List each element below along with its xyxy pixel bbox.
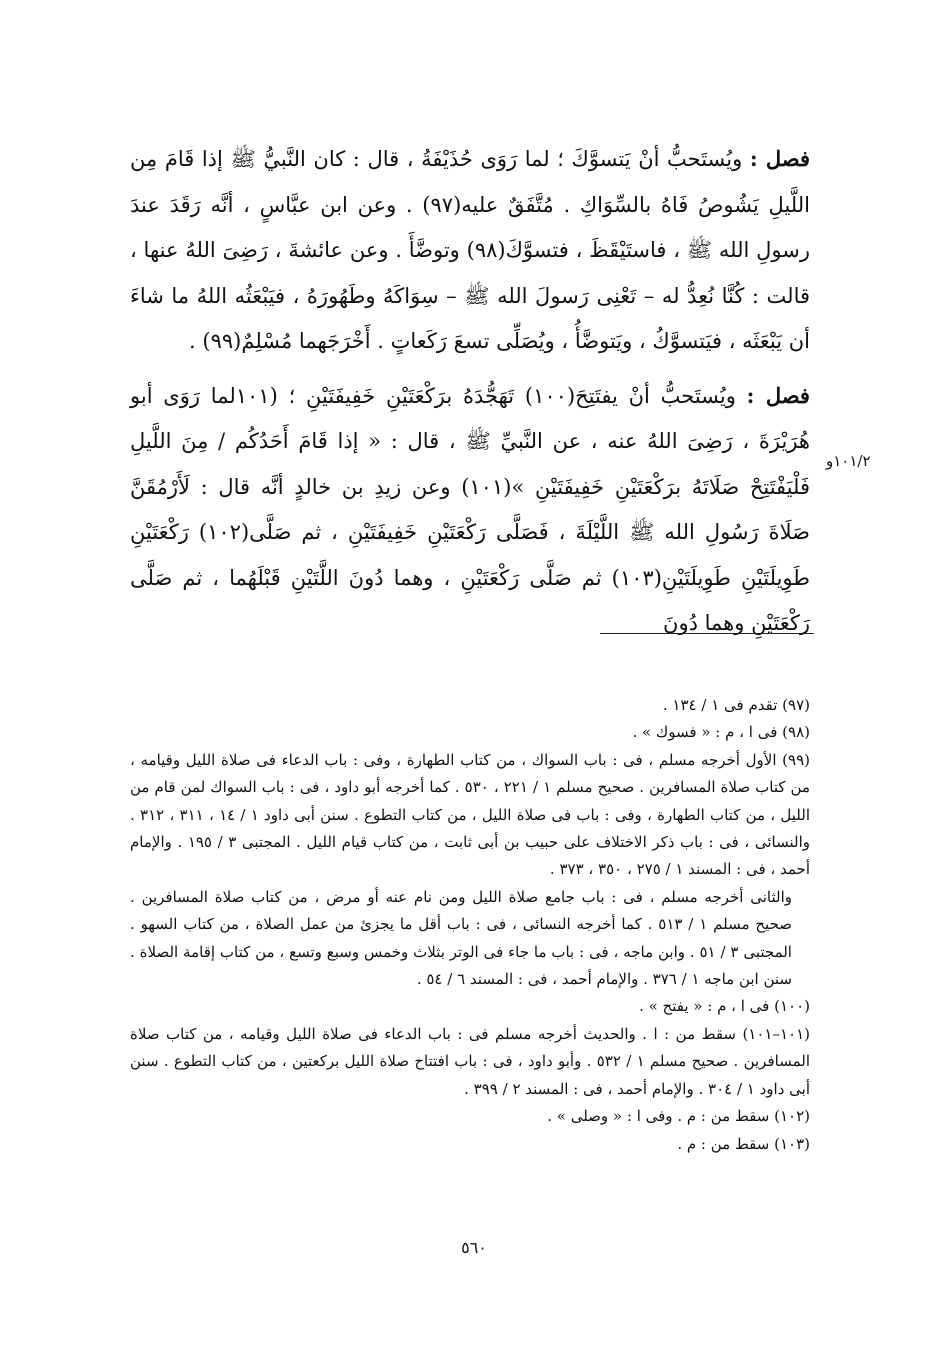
footnote-separator bbox=[600, 633, 814, 634]
footnote: (١٠٣) سقط من : م . bbox=[677, 1134, 810, 1153]
footnotes bbox=[130, 692, 810, 1158]
footnote: (١٠٠) فى ا ، م : « يفتح » . bbox=[639, 997, 810, 1016]
footnote: (١٠٢) سقط من : م . وفى ا : « وصلى » . bbox=[547, 1107, 810, 1126]
page-number: ٥٦٠ bbox=[461, 1238, 487, 1257]
footnote-continuation: والثانى أخرجه مسلم ، فى : باب جامع صلاة الليل ومن نام عنه أو مرض ، من كتاب صلاة المسافرين . صحيح مسلم ١ / ٥١٣ . كما أخرجه النسائى ، فى : باب أقل ما يجزئ من عمل الصلاة ، من كتاب السهو . المجتبى ٣ / ٥١ . وابن ماجه ، فى : باب ما جاء فى الوتر بثلاث وخمس وسبع وتسع ، من كتاب إقامة الصلاة . سنن ابن ماجه ١ / ٣٧٦ . والإمام أحمد ، فى : المسند ٦ / ٥٤ . bbox=[130, 887, 792, 989]
section-heading: فصل : bbox=[749, 146, 811, 171]
footnote: (٩٨) فى ا ، م : « فسوك » . bbox=[632, 723, 810, 742]
paragraph-text: ويُستَحبُّ أنْ يَتسوَّكَ ؛ لما رَوَى حُذَيْفَةُ ، قال : كان النَّبيُّ ﷺ إذا قَامَ مِن اللَّيلِ يَشُوصُ فَاهُ بالسِّوَاكِ . مُتَّفَقٌ عليه(٩٧) . وعن ابن عبَّاسٍ ، أنَّه رَقَدَ عندَ رسولِ الله ﷺ ، فاستَيْقَظَ ، فتسوَّكَ(٩٨) وتوضَّأَ . وعن عائشةَ ، رَضِىَ اللهُ عنها ، قالت : كُنَّا نُعِدُّ له – تَعْنِى رَسولَ الله ﷺ – سِوَاكَهُ وطَهُورَهُ ، فيَبْعَثُه اللهُ ما شاءَ أن يَبْعَثَه ، فيَتسوَّكُ ، ويَتوضَّأُ ، ويُصَلِّى تسعَ رَكَعاتٍ . أَخْرَجَهما مُسْلِمٌ(٩٩) . bbox=[130, 147, 810, 353]
paragraph-text: ويُستَحبُّ أنْ يفتَتِحَ(١٠٠) تَهَجُّدَهُ برَكْعَتَيْنِ خَفِيفَتَيْنِ ؛ (١٠١لما رَوَى أبو هُرَيْرَةَ ، رَضِىَ اللهُ عنه ، عن النَّبيِّ ﷺ ، قال : « إذا قَامَ أَحَدُكُم / مِنَ اللَّيلِ فَلْيَفْتَتِحْ صَلَاتَهُ برَكْعَتَيْنِ خَفِيفَتَيْنِ »(١٠١) وعن زيدِ بن خالدٍ أنَّه قال : لَأَرْمُقَنَّ صَلَاةَ رَسُولِ الله ﷺ اللَّيْلَةَ ، فَصَلَّى رَكْعَتَيْنِ خَفِيفَتَيْنِ ، ثم صَلَّى(١٠٢) رَكْعَتَيْنِ طَوِيلَتَيْنِ طَوِيلَتَيْنِ(١٠٣) ثم صَلَّى رَكْعَتَيْنِ ، وهما دُونَ اللَّتَيْنِ قَبْلَهُما ، ثم صَلَّى رَكْعَتَيْنِ وهما دُونَ bbox=[130, 383, 810, 635]
manuscript-folio-note: ١٠١/٢و bbox=[826, 452, 871, 470]
paragraph-1 bbox=[130, 136, 810, 365]
main-text bbox=[130, 136, 810, 647]
paragraph-2 bbox=[130, 373, 810, 647]
section-heading: فصل : bbox=[746, 382, 810, 408]
footnote: (١٠١–١٠١) سقط من : ا . والحديث أخرجه مسلم فى : باب الدعاء فى صلاة الليل وقيامه ، من كتاب صلاة المسافرين . صحيح مسلم ١ / ٥٣٢ . وأبو داود ، فى : باب افتتاح صلاة الليل بركعتين ، من كتاب التطوع . سنن أبى داود ١ / ٣٠٤ . والإمام أحمد ، فى : المسند ٢ / ٣٩٩ . bbox=[130, 1024, 810, 1098]
footnote: (٩٧) تقدم فى ١ / ١٣٤ . bbox=[662, 696, 810, 714]
footnote: (٩٩) الأول أخرجه مسلم ، فى : باب السواك ، من كتاب الطهارة ، وفى : باب الدعاء فى صلاة الليل وقيامه ، من كتاب صلاة المسافرين . صحيح مسلم ١ / ٢٢١ ، ٥٣٠ . كما أخرجه أبو داود ، فى : باب السواك لمن قام من الليل ، من كتاب الطهارة ، وفى : باب فى صلاة الليل ، من كتاب التطوع . سنن أبى داود ١ / ١٤ ، ٣١١ ، ٣١٢ . والنسائى ، فى : باب ذكر الاختلاف على حبيب بن أبى ثابت ، من كتاب قيام الليل . المجتبى ٣ / ١٩٥ . والإمام أحمد ، فى : المسند ١ / ٢٧٥ ، ٣٥٠ ، ٣٧٣ . bbox=[130, 750, 810, 879]
